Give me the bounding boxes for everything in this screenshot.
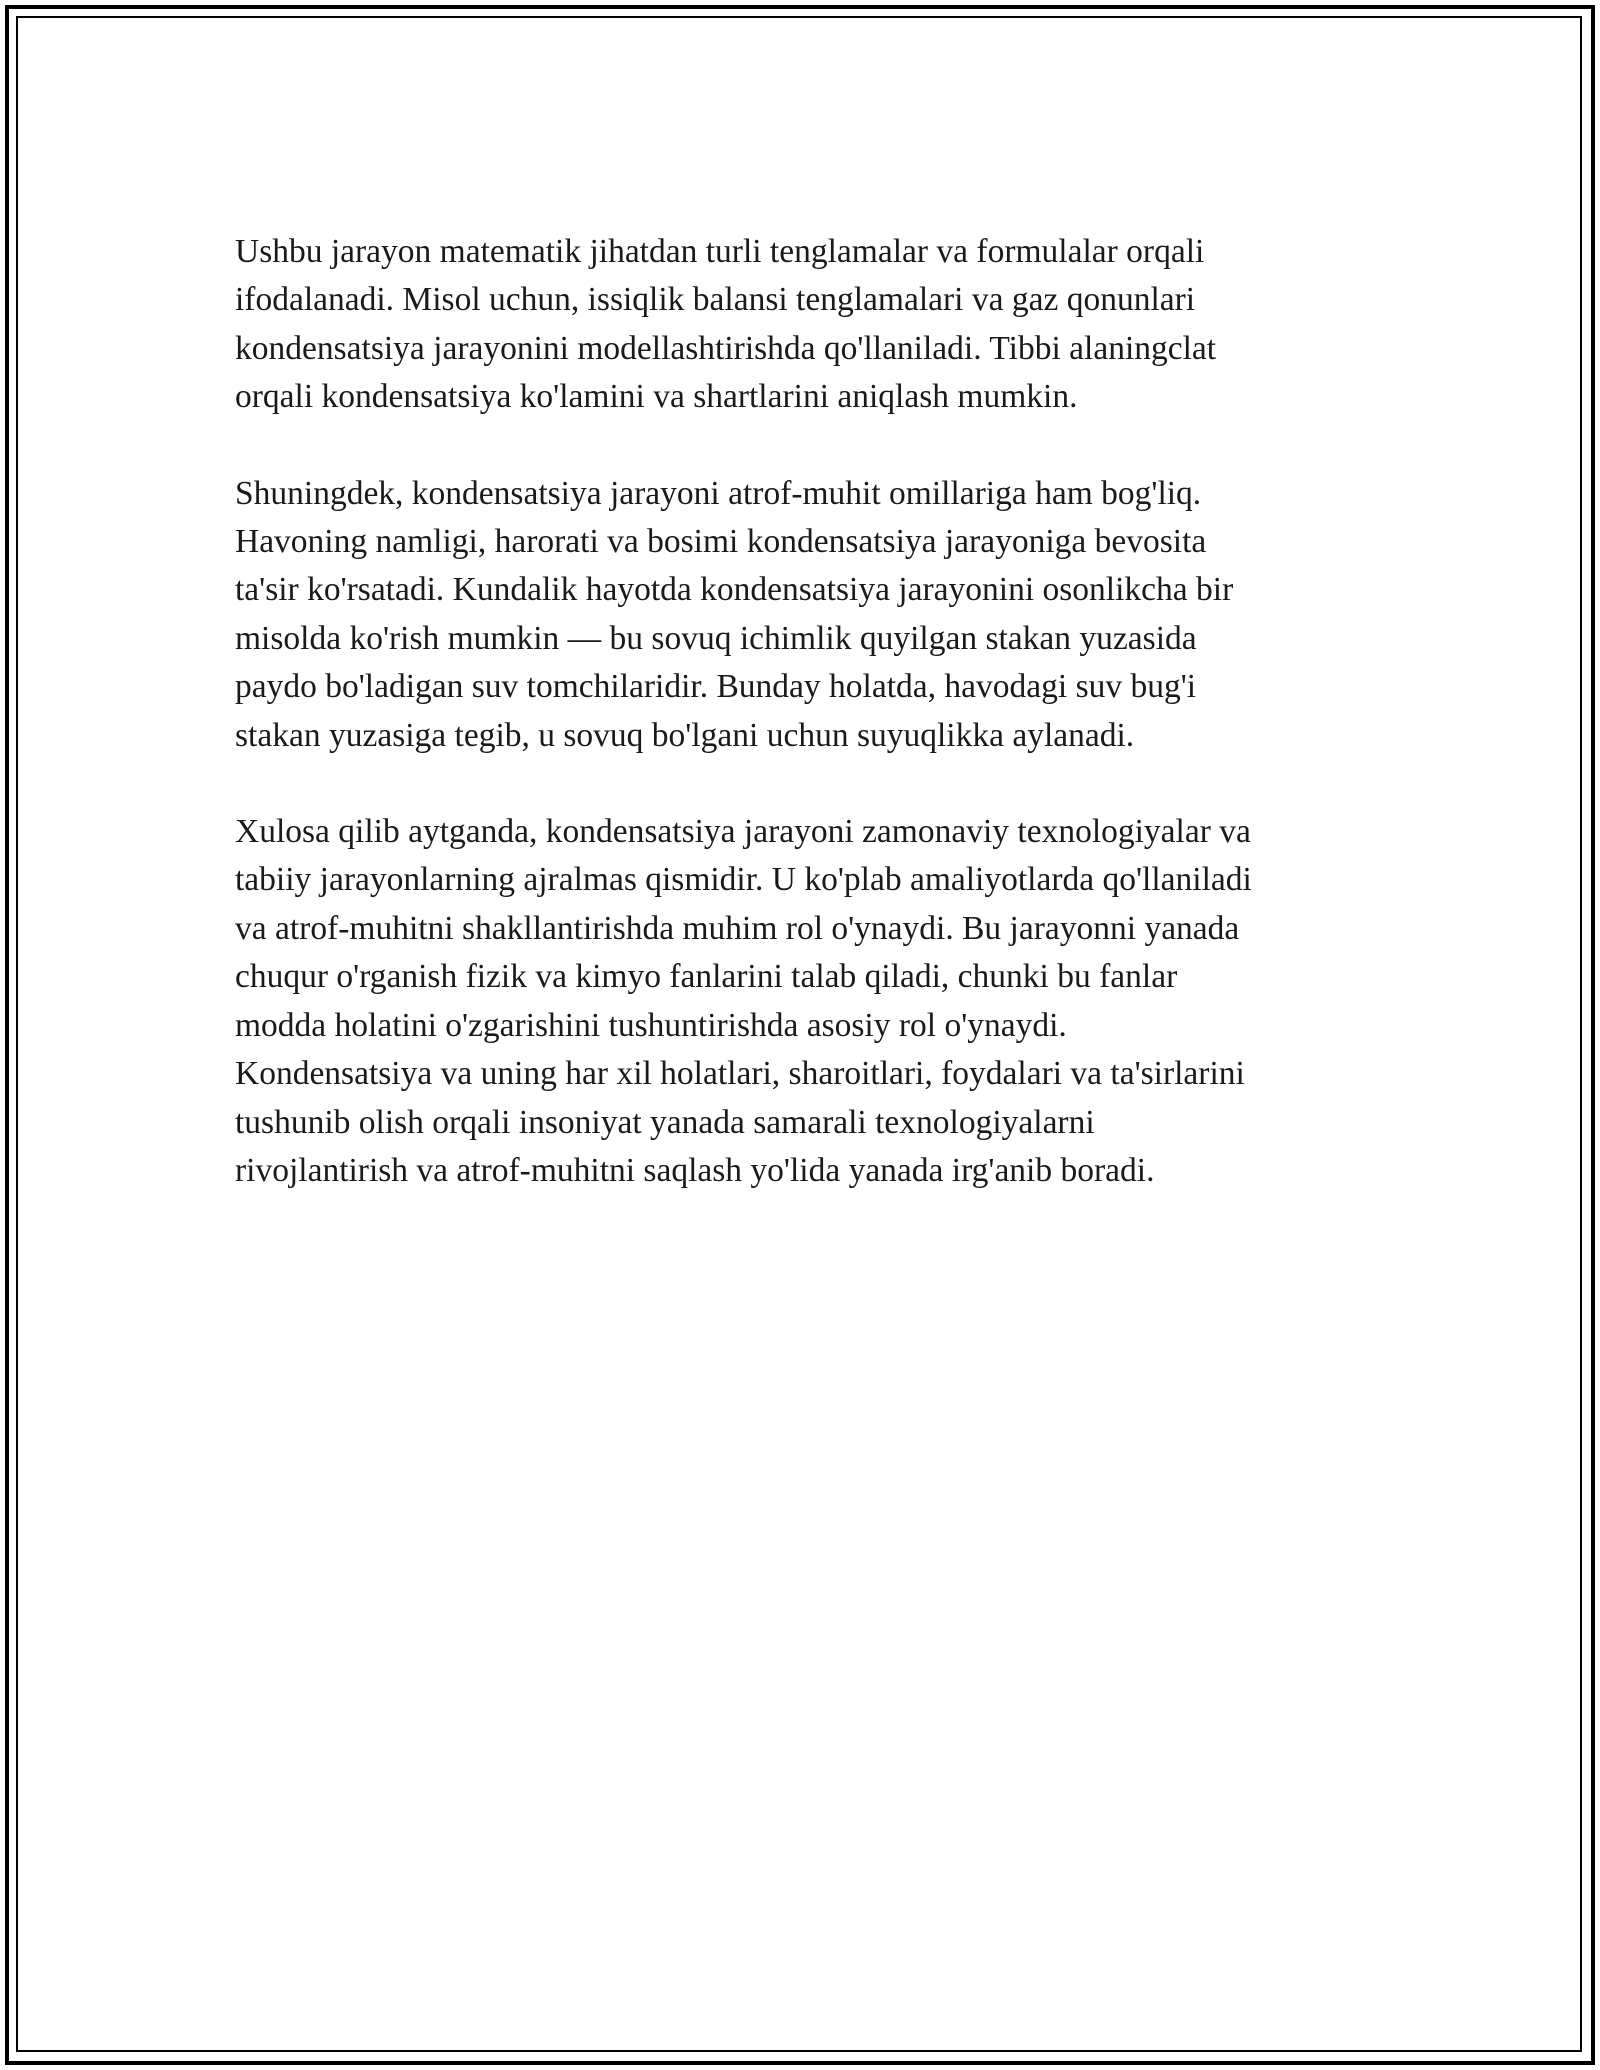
text-line: stakan yuzasiga tegib, u sovuq bo'lgani uchun suyuqlikka aylanadi.	[235, 716, 1135, 754]
text-line: rivojlantirish va atrof-muhitni saqlash yo'lida yanada irg'anib boradi.	[235, 1151, 1155, 1189]
paragraph-3	[235, 808, 1365, 1195]
text-line: ifodalanadi. Misol uchun, issiqlik balansi tenglamalari va gaz qonunlari	[235, 281, 1196, 319]
document-body	[235, 228, 1365, 1243]
text-line: Kondensatsiya va uning har xil holatlari, sharoitlari, foydalari va ta'sirlarini	[235, 1055, 1245, 1093]
text-line: orqali kondensatsiya ko'lamini va shartlarini aniqlash mumkin.	[235, 378, 1078, 416]
text-line: tabiiy jarayonlarning ajralmas qismidir. U ko'plab amaliyotlarda qo'llaniladi	[235, 861, 1252, 899]
text-line: tushunib olish orqali insoniyat yanada samarali texnologiyalarni	[235, 1103, 1095, 1141]
text-line: kondensatsiya jarayonini modellashtirishda qo'llaniladi. Tibbi alaningclat	[235, 329, 1217, 367]
text-line: chuqur o'rganish fizik va kimyo fanlarini talab qiladi, chunki bu fanlar	[235, 958, 1178, 996]
text-line: Xulosa qilib aytganda, kondensatsiya jarayoni zamonaviy texnologiyalar va	[235, 813, 1251, 851]
text-line: Ushbu jarayon matematik jihatdan turli tenglamalar va formulalar orqali	[235, 233, 1205, 270]
paragraph-1	[235, 228, 1365, 422]
text-line: modda holatini o'zgarishini tushuntirishda asosiy rol o'ynaydi.	[235, 1006, 1067, 1044]
text-line: ta'sir ko'rsatadi. Kundalik hayotda kondensatsiya jarayonini osonlikcha bir	[235, 571, 1234, 609]
text-line: Shuningdek, kondensatsiya jarayoni atrof-muhit omillariga ham bog'liq.	[235, 474, 1202, 512]
paragraph-2	[235, 470, 1365, 760]
text-line: Havoning namligi, harorati va bosimi kondensatsiya jarayoniga bevosita	[235, 523, 1207, 561]
text-line: paydo bo'ladigan suv tomchilaridir. Bunday holatda, havodagi suv bug'i	[235, 668, 1197, 706]
text-line: va atrof-muhitni shakllantirishda muhim rol o'ynaydi. Bu jarayonni yanada	[235, 909, 1240, 947]
text-line: misolda ko'rish mumkin — bu sovuq ichimlik quyilgan stakan yuzasida	[235, 619, 1197, 657]
